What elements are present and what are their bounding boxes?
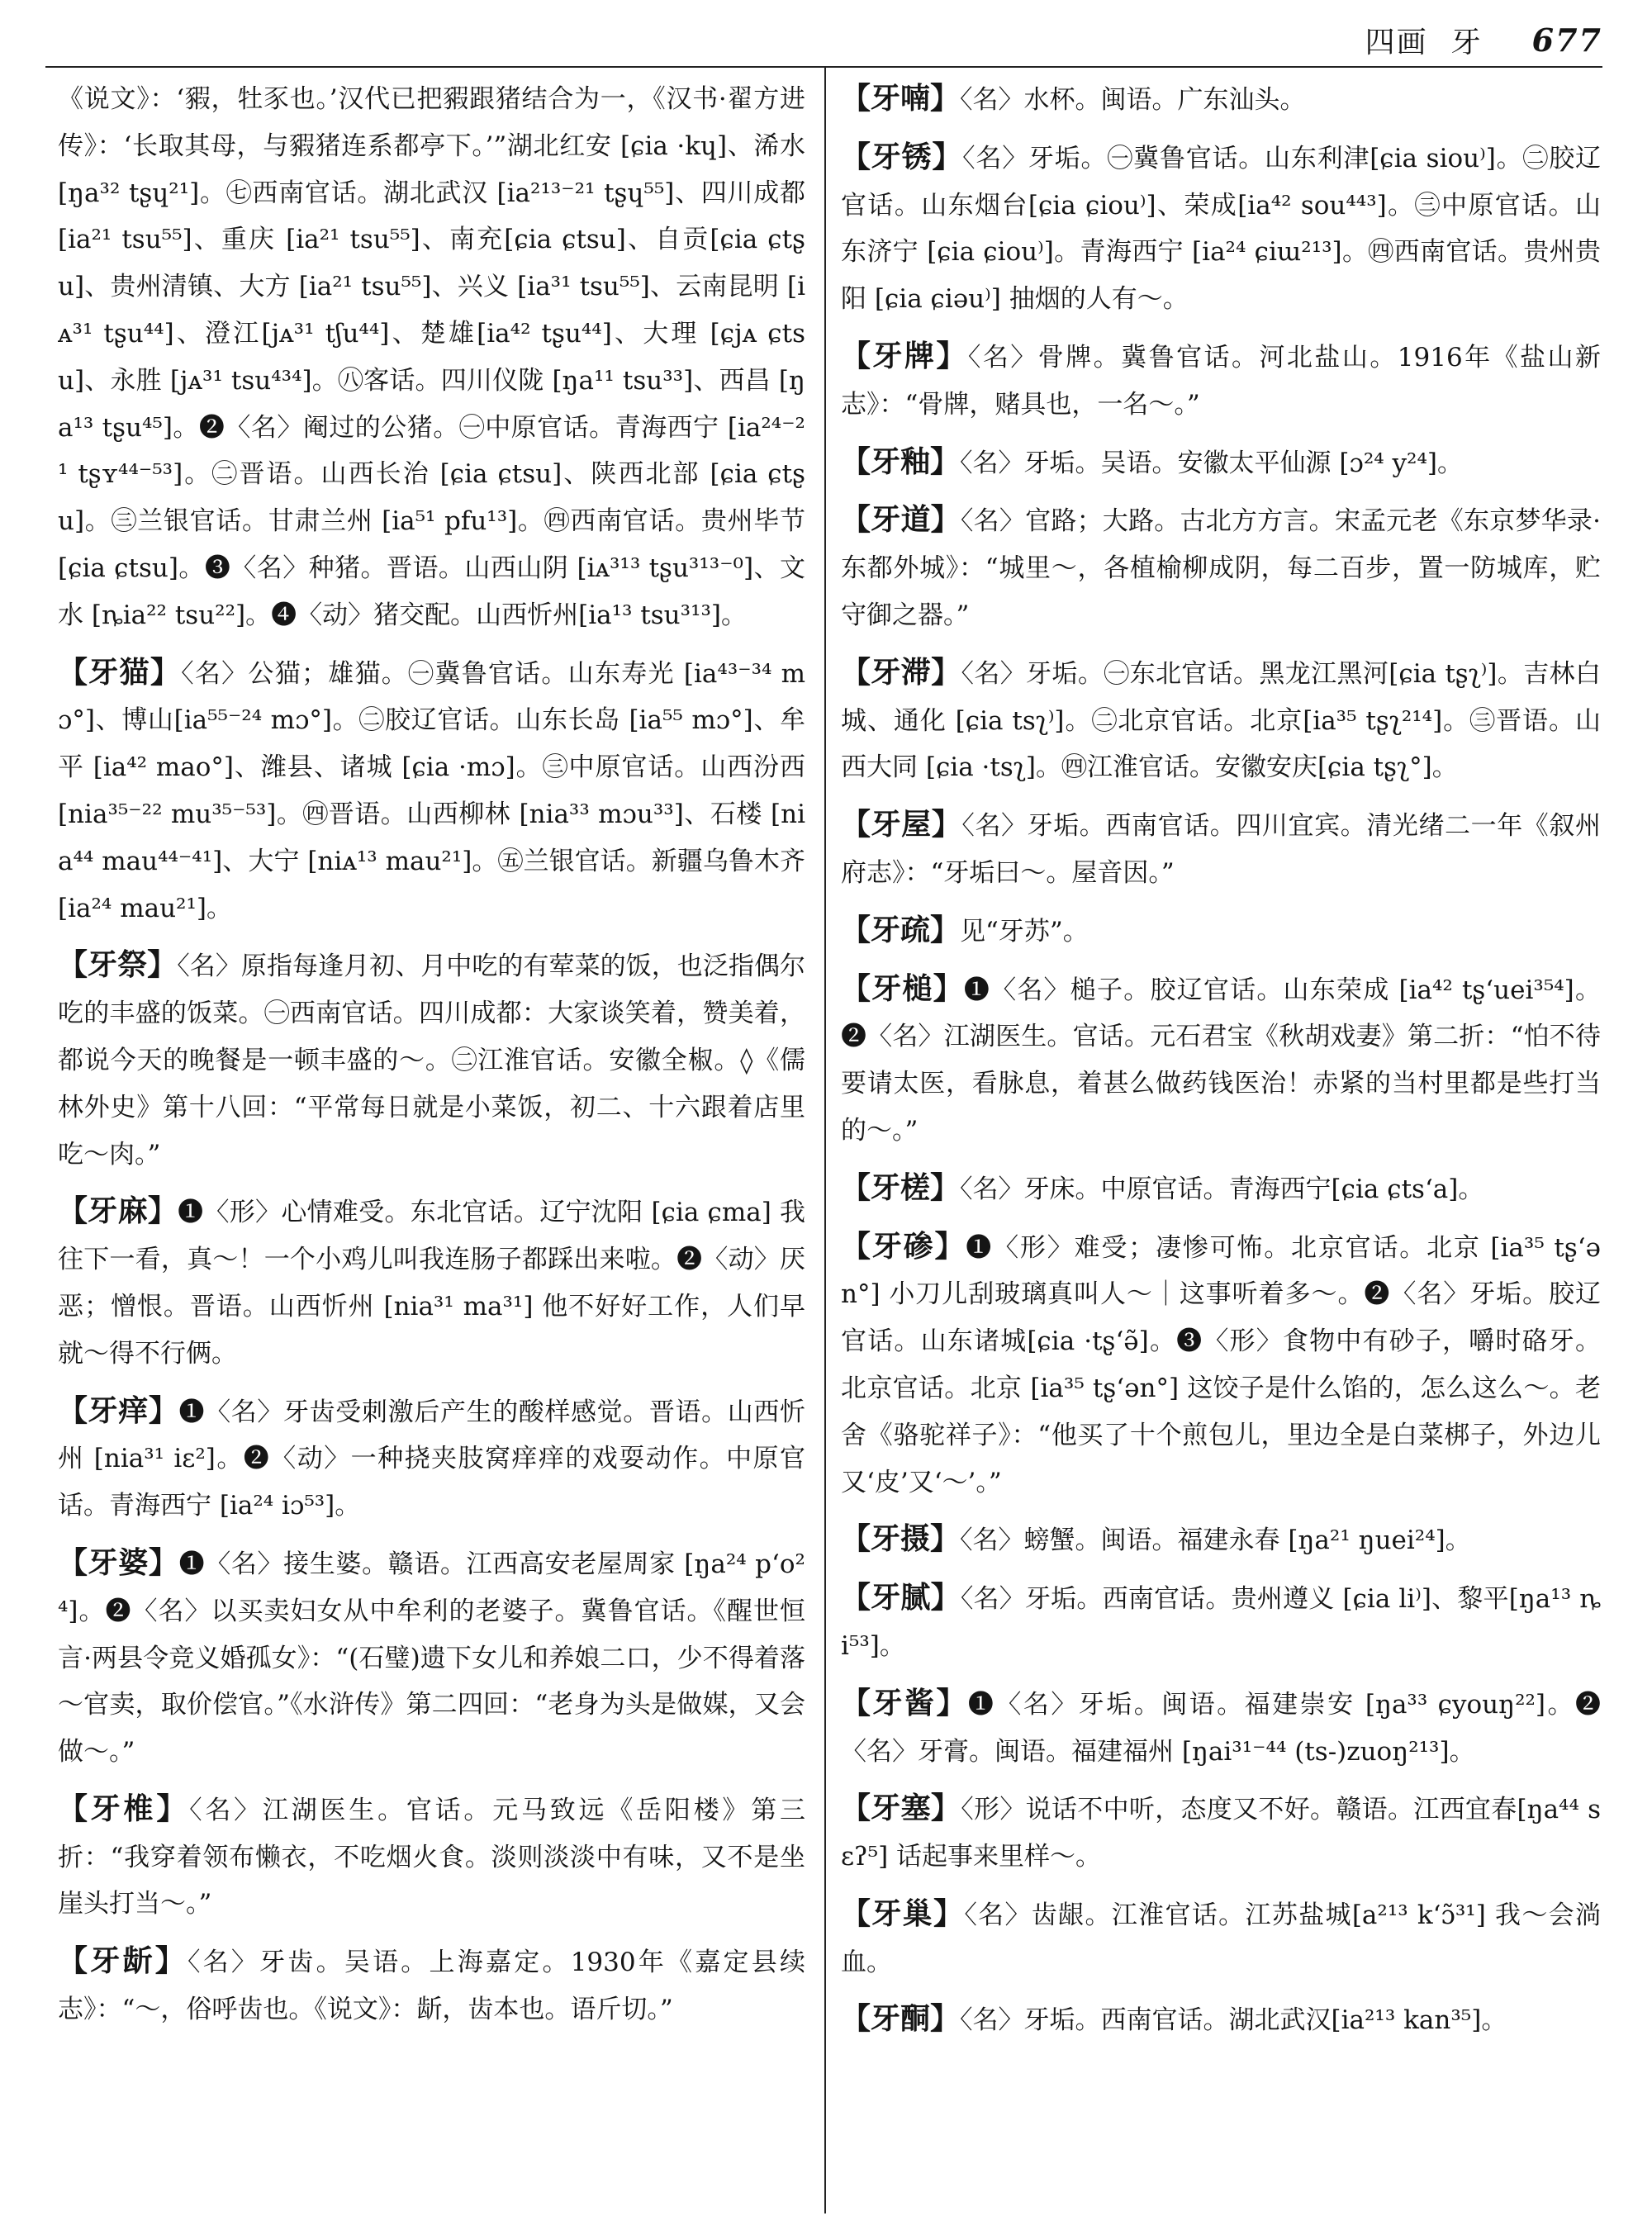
entry-continuation xyxy=(58,76,805,639)
entry-definition: 〈名〉牙垢。㊀冀鲁官话。山东利津[ɕia siou⁾]。㊁胶辽官话。山东烟台[ɕia ɕiou⁾]、荣成[ia⁴² sou⁴⁴³]。㊂中原官话。山东济宁 [ɕia ɕiou⁾]。青海西宁 [ia²⁴ ɕiɯ²¹³]。㊃西南官话。贵州贵阳 [ɕia ɕiəu⁾] 抽烟的人有～。 xyxy=(841,143,1601,315)
page-number: 677 xyxy=(1531,21,1602,59)
entry-definition: 〈名〉齿龈。江淮官话。江苏盐城[a²¹³ k‘ɔ̃³¹] 我～会淌血。 xyxy=(841,1900,1601,1977)
running-header xyxy=(50,18,1602,61)
right-column xyxy=(841,76,1601,2213)
entry-definition: 〈名〉螃蟹。闽语。福建永春 [ŋa²¹ ŋuei²⁴]。 xyxy=(960,1525,1471,1556)
entry-definition: 〈形〉说话不中听，态度又不好。赣语。江西宜春[ŋa⁴⁴ sɛʔ⁵] 话起事来里样～。 xyxy=(841,1795,1601,1872)
dictionary-entry xyxy=(841,1891,1601,1986)
dictionary-entry xyxy=(58,650,805,932)
entry-definition: 〈名〉江湖医生。官话。元马致远《岳阳楼》第三折：“我穿着领布懒衣，不吃烟火食。淡则淡淡中有味，又不是坐崖头打当～。” xyxy=(58,1795,805,1919)
entry-headword: 【牙婆】 xyxy=(58,1545,179,1580)
dictionary-entry xyxy=(58,1786,805,1928)
dictionary-entry xyxy=(841,966,1601,1155)
entry-definition: 〈名〉原指每逢月初、月中吃的有荤菜的饭，也泛指偶尔吃的丰盛的饭菜。㊀西南官话。四川成都：大家谈笑着，赞美着，都说今天的晚餐是一顿丰盛的～。㊁江淮官话。安徽全椒。◊《儒林外史》第十八回：“平常每日就是小菜饭，初二、十六跟着店里吃～肉。” xyxy=(58,951,805,1170)
entry-headword: 【牙龂】 xyxy=(58,1944,188,1979)
entry-headword: 【牙喃】 xyxy=(841,82,961,116)
dictionary-entry xyxy=(841,1516,1601,1564)
dictionary-entry xyxy=(841,650,1601,791)
entry-definition: 〈名〉牙垢。西南官话。贵州遵义 [ɕia li⁾]、黎平[ŋa¹³ ȵi⁵³]。 xyxy=(841,1584,1601,1661)
entry-headword: 【牙麻】 xyxy=(58,1194,178,1229)
entry-definition: ❶〈形〉难受；凄惨可怖。北京官话。北京 [ia³⁵ tʂ‘ən°] 小刀儿刮玻璃真叫人～｜这事听着多～。❷〈名〉牙垢。胶辽官话。山东诸城[ɕia ·tʂ‘ə̃]。❸〈形〉食物中有砂子，嚼时硌牙。北京官话。北京 [ia³⁵ tʂ‘ən°] 这饺子是什么馅的，怎么这么～。老舍《骆驼祥子》：“他买了十个煎包儿，里边全是白菜梆子，外边儿又‘皮’又‘～’。” xyxy=(841,1232,1601,1497)
header-section: 四画 xyxy=(1365,25,1428,59)
entry-definition: 〈名〉牙垢。吴语。安徽太平仙源 [ɔ²⁴ y²⁴]。 xyxy=(960,448,1463,478)
entry-definition: 见“牙苏”。 xyxy=(960,916,1089,947)
entry-headword: 【牙猫】 xyxy=(58,655,182,690)
dictionary-entry xyxy=(841,1165,1601,1213)
entry-headword: 【牙槎】 xyxy=(841,1170,961,1205)
dictionary-entry xyxy=(841,497,1601,638)
dictionary-entry xyxy=(58,1388,805,1530)
dictionary-entry xyxy=(58,1938,805,2033)
column-divider xyxy=(824,68,826,2213)
entry-definition: ❶〈名〉槌子。胶辽官话。山东荣成 [ia⁴² tʂ‘uei³⁵⁴]。❷〈名〉江湖医生。官话。元石君宝《秋胡戏妻》第二折：“怕不待要请太医，看脉息，着甚么做药钱医治！赤紧的当村里都是些打当的～。” xyxy=(841,975,1601,1146)
dictionary-entry xyxy=(58,1540,805,1776)
entry-headword: 【牙痒】 xyxy=(58,1393,179,1428)
entry-headword: 【牙滞】 xyxy=(841,655,961,690)
dictionary-entry xyxy=(841,334,1601,429)
left-column xyxy=(58,76,805,2213)
entry-definition: 〈名〉官路；大路。古北方方言。宋孟元老《东京梦华录·东都外城》：“城里～，各植榆柳成阴，每二百步，置一防城库，贮守御之器。” xyxy=(841,506,1601,630)
dictionary-entry xyxy=(841,802,1601,897)
entry-headword: 【牙屋】 xyxy=(841,808,962,842)
entry-headword: 【牙巢】 xyxy=(841,1896,965,1931)
entry-headword: 【牙椎】 xyxy=(58,1791,190,1826)
dictionary-entry xyxy=(841,76,1601,124)
entry-headword: 【牙腻】 xyxy=(841,1581,961,1616)
entry-definition: 〈名〉牙床。中原官话。青海西宁[ɕia ɕts‘a]。 xyxy=(960,1174,1484,1204)
entry-definition: ❶〈形〉心情难受。东北官话。辽宁沈阳 [ɕia ɕma] 我往下一看，真～！一个小鸡儿叫我连肠子都踩出来啦。❷〈动〉厌恶；憎恨。晋语。山西忻州 [nia³¹ ma³¹] 他不好好工作，人们早就～得不行俩。 xyxy=(58,1198,805,1369)
entry-headword: 【牙祭】 xyxy=(58,948,178,983)
entry-definition: 〈名〉公猫；雄猫。㊀冀鲁官话。山东寿光 [ia⁴³⁻³⁴ mɔ°]、博山[ia⁵⁵⁻²⁴ mɔ°]。㊁胶辽官话。山东长岛 [ia⁵⁵ mɔ°]、牟平 [ia⁴² mao°]、潍县、诸城 [ɕia ·mɔ]。㊂中原官话。山西汾西[nia³⁵⁻²² mu³⁵⁻⁵³]。㊃晋语。山西柳林 [nia³³ mɔu³³]、石楼 [nia⁴⁴ mau⁴⁴⁻⁴¹]、大宁 [niᴀ¹³ mau²¹]。㊄兰银官话。新疆乌鲁木齐 [ia²⁴ mau²¹]。 xyxy=(58,658,805,923)
entry-definition: 〈名〉牙垢。㊀东北官话。黑龙江黑河[ɕia tʂʅ⁾]。吉林白城、通化 [ɕia tsʅ⁾]。㊁北京官话。北京[ia³⁵ tʂʅ²¹⁴]。㊂晋语。山西大同 [ɕia ·tsʅ]。㊃江淮官话。安徽安庆[ɕia tʂʅ°]。 xyxy=(841,658,1601,783)
entry-definition: 〈名〉牙垢。西南官话。四川宜宾。清光绪二一年《叙州府志》：“牙垢曰～。屋音因。” xyxy=(841,811,1601,888)
entry-headword: 【牙道】 xyxy=(841,503,961,538)
entry-headword: 【牙槌】 xyxy=(841,971,964,1006)
entry-headword: 【牙酮】 xyxy=(841,2002,961,2037)
dictionary-entry xyxy=(841,1681,1601,1776)
entry-headword: 【牙牌】 xyxy=(841,339,968,373)
dictionary-entry xyxy=(58,1189,805,1377)
entry-definition: 〈名〉水杯。闽语。广东汕头。 xyxy=(960,85,1306,115)
entry-definition: ❶〈名〉接生婆。赣语。江西高安老屋周家 [ŋa²⁴ p‘o²⁴]。❷〈名〉以买卖妇女从中牟利的老婆子。冀鲁官话。《醒世恒言·两县令竞义婚孤女》：“(石璧)遗下女儿和养娘二口，少不得着落～官卖，取价偿官。”《水浒传》第二四回：“老身为头是做媒，又会做～。” xyxy=(58,1549,805,1767)
entry-definition: ❶〈名〉牙垢。闽语。福建崇安 [ŋa³³ ɕyouŋ²²]。❷〈名〉牙膏。闽语。福建福州 [ŋai³¹⁻⁴⁴ (ts-)zuoŋ²¹³]。 xyxy=(841,1689,1601,1767)
dictionary-entry xyxy=(841,439,1601,487)
dictionary-entry xyxy=(841,1224,1601,1506)
dictionary-entry xyxy=(841,1786,1601,1881)
entry-definition: 〈名〉牙齿。吴语。上海嘉定。1930年《嘉定县续志》：“～，俗呼齿也。《说文》：龂，齿本也。语斤切。” xyxy=(58,1948,805,2025)
entry-definition: 〈名〉骨牌。冀鲁官话。河北盐山。1916年《盐山新志》：“骨牌，赌具也，一名～。” xyxy=(841,342,1601,420)
entry-headword: 【牙摄】 xyxy=(841,1522,961,1557)
entry-definition: 〈名〉牙垢。西南官话。湖北武汉[ia²¹³ kan³⁵]。 xyxy=(960,2005,1507,2036)
dictionary-entry xyxy=(841,135,1601,323)
dictionary-entry xyxy=(841,1575,1601,1670)
entry-headword: 【牙碜】 xyxy=(841,1229,966,1264)
entry-headword: 【牙疏】 xyxy=(841,913,961,947)
entry-definition: ❶〈名〉牙齿受刺激后产生的酸样感觉。晋语。山西忻州 [nia³¹ iɛ²]。❷〈动〉一种挠夹肢窝痒痒的戏耍动作。中原官话。青海西宁 [ia²⁴ iɔ⁵³]。 xyxy=(58,1397,805,1521)
dictionary-entry xyxy=(841,908,1601,956)
entry-definition: 《说文》：‘豭，牡豕也。’汉代已把豭跟猪结合为一，《汉书·翟方进传》：‘长取其母，与豭猪连系都亭下。’”湖北红安 [ɕia ·kɥ]、浠水[ŋa³² tʂɥ²¹]。㊆西南官话。湖北武汉 [ia²¹³⁻²¹ tʂɥ⁵⁵]、四川成都 [ia²¹ tsu⁵⁵]、重庆 [ia²¹ tsu⁵⁵]、南充[ɕia ɕtsu]、自贡[ɕia ɕtʂu]、贵州清镇、大方 [ia²¹ tsu⁵⁵]、兴义 [ia³¹ tsu⁵⁵]、云南昆明 [iᴀ³¹ tʂu⁴⁴]、澄江[jᴀ³¹ tʃu⁴⁴]、楚雄[ia⁴² tʂu⁴⁴]、大理 [ɕjᴀ ɕtsu]、永胜 [jᴀ³¹ tsu⁴³⁴]。㊇客话。四川仪陇 [ŋa¹¹ tsu³³]、西昌 [ŋa¹³ tʂu⁴⁵]。❷〈名〉阉过的公猪。㊀中原官话。青海西宁 [ia²⁴⁻²¹ tʂʏ⁴⁴⁻⁵³]。㊁晋语。山西长治 [ɕia ɕtsu]、陕西北部 [ɕia ɕtʂu]。㊂兰银官话。甘肃兰州 [ia⁵¹ pfu¹³]。㊃西南官话。贵州毕节 [ɕia ɕtsu]。❸〈名〉种猪。晋语。山西山阴 [iᴀ³¹³ tʂu³¹³⁻⁰]、文水 [ȵia²² tsu²²]。❹〈动〉猪交配。山西忻州[ia¹³ tsu³¹³]。 xyxy=(58,84,805,630)
entry-headword: 【牙塞】 xyxy=(841,1791,961,1826)
entry-headword: 【牙酱】 xyxy=(841,1686,968,1720)
dictionary-entry xyxy=(58,942,805,1178)
dictionary-entry xyxy=(841,1996,1601,2044)
header-character: 牙 xyxy=(1450,25,1483,59)
entry-headword: 【牙釉】 xyxy=(841,444,961,479)
entry-headword: 【牙锈】 xyxy=(841,140,963,174)
